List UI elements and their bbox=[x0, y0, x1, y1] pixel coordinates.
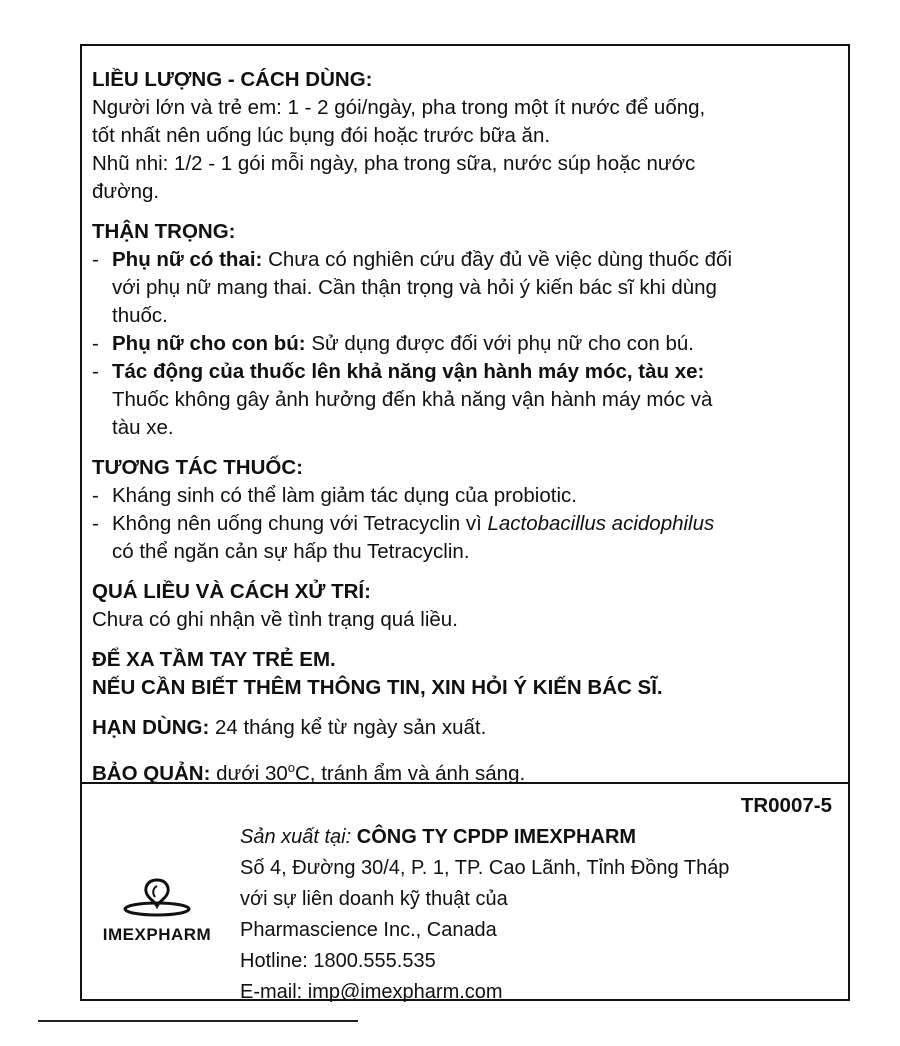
dash-mark: - bbox=[92, 512, 99, 535]
caution-item-text: Thuốc không gây ảnh hưởng đến khả năng vận hành máy móc và bbox=[112, 388, 713, 411]
dosage-line: tốt nhất nên uống lúc bụng đói hoặc trước bữa ăn. bbox=[92, 124, 551, 147]
caution-item bbox=[92, 358, 838, 442]
email: E-mail: imp@imexpharm.com bbox=[240, 981, 503, 1003]
partner-name: Pharmascience Inc., Canada bbox=[240, 919, 497, 941]
logo-icon bbox=[122, 876, 192, 918]
caution-item-text: Chưa có nghiên cứu đầy đủ về việc dùng thuốc đối bbox=[262, 248, 733, 271]
species-name: Lactobacillus acidophilus bbox=[487, 512, 715, 535]
made-at-line bbox=[240, 822, 729, 853]
caution-item-text: với phụ nữ mang thai. Cần thận trọng và hỏi ý kiến bác sĩ khi dùng bbox=[112, 276, 717, 299]
manufacturer-info bbox=[240, 822, 729, 1008]
interaction-item bbox=[92, 510, 838, 566]
caution-item-text: tàu xe. bbox=[112, 416, 174, 439]
dash-mark: - bbox=[92, 360, 99, 383]
dash-mark: - bbox=[92, 484, 99, 507]
caution-heading: THẬN TRỌNG: bbox=[92, 220, 236, 243]
storage-text: dưới 30 bbox=[210, 761, 288, 785]
dosage-heading: LIỀU LƯỢNG - CÁCH DÙNG: bbox=[92, 68, 373, 91]
storage-label: BẢO QUẢN: bbox=[92, 761, 211, 785]
hotline: Hotline: 1800.555.535 bbox=[240, 950, 436, 972]
dosage-line: đường. bbox=[92, 180, 160, 203]
expiry-section bbox=[92, 714, 838, 742]
logo-text: IMEXPHARM bbox=[102, 925, 212, 944]
caution-item-text: thuốc. bbox=[112, 304, 168, 327]
dash-mark: - bbox=[92, 248, 99, 271]
degree-mark: o bbox=[287, 760, 295, 775]
interaction-text: Không nên uống chung với Tetracyclin vì bbox=[112, 512, 488, 535]
interactions-section bbox=[92, 454, 838, 566]
section-divider bbox=[82, 782, 848, 784]
dosage-line: Nhũ nhi: 1/2 - 1 gói mỗi ngày, pha trong sữa, nước súp hoặc nước bbox=[92, 152, 696, 175]
dosage-line: Người lớn và trẻ em: 1 - 2 gói/ngày, pha trong một ít nước để uống, bbox=[92, 96, 706, 119]
caution-item-text: Sử dụng được đối với phụ nữ cho con bú. bbox=[305, 332, 694, 355]
warnings-section bbox=[92, 646, 838, 702]
label-content bbox=[92, 66, 838, 800]
label-frame bbox=[80, 44, 850, 1001]
dash-mark: - bbox=[92, 332, 99, 355]
expiry-text: 24 tháng kể từ ngày sản xuất. bbox=[209, 716, 487, 739]
overdose-heading: QUÁ LIỀU VÀ CÁCH XỬ TRÍ: bbox=[92, 580, 371, 603]
storage-text: C, tránh ẩm và ánh sáng. bbox=[295, 761, 526, 785]
caution-item-label: Phụ nữ có thai: bbox=[112, 248, 263, 271]
caution-section bbox=[92, 218, 838, 442]
product-code: TR0007-5 bbox=[740, 794, 832, 817]
interactions-heading: TƯƠNG TÁC THUỐC: bbox=[92, 456, 303, 479]
imexpharm-logo bbox=[86, 876, 228, 945]
warning-line: ĐỂ XA TẦM TAY TRẺ EM. bbox=[92, 648, 336, 671]
caution-item-label: Tác động của thuốc lên khả năng vận hành máy móc, tàu xe: bbox=[112, 360, 705, 383]
scan-edge-line bbox=[38, 1020, 358, 1022]
caution-item-label: Phụ nữ cho con bú: bbox=[112, 332, 306, 355]
caution-item bbox=[92, 330, 838, 358]
expiry-label: HẠN DÙNG: bbox=[92, 716, 210, 739]
company-address: Số 4, Đường 30/4, P. 1, TP. Cao Lãnh, Tỉnh Đồng Tháp bbox=[240, 857, 730, 879]
joint-venture-note: với sự liên doanh kỹ thuật của bbox=[240, 888, 508, 910]
interaction-text: có thể ngăn cản sự hấp thu Tetracyclin. bbox=[112, 540, 470, 563]
warning-line: NẾU CẦN BIẾT THÊM THÔNG TIN, XIN HỎI Ý KIẾN BÁC SĨ. bbox=[92, 676, 663, 699]
caution-item bbox=[92, 246, 838, 330]
overdose-section bbox=[92, 578, 838, 634]
made-at-label: Sản xuất tại: bbox=[240, 826, 352, 848]
dosage-section bbox=[92, 66, 838, 206]
overdose-text: Chưa có ghi nhận về tình trạng quá liều. bbox=[92, 608, 458, 631]
manufacturer-footer bbox=[82, 786, 848, 1003]
interaction-item bbox=[92, 482, 838, 510]
interaction-text: Kháng sinh có thể làm giảm tác dụng của probiotic. bbox=[112, 484, 577, 507]
company-name: CÔNG TY CPDP IMEXPHARM bbox=[351, 826, 637, 848]
